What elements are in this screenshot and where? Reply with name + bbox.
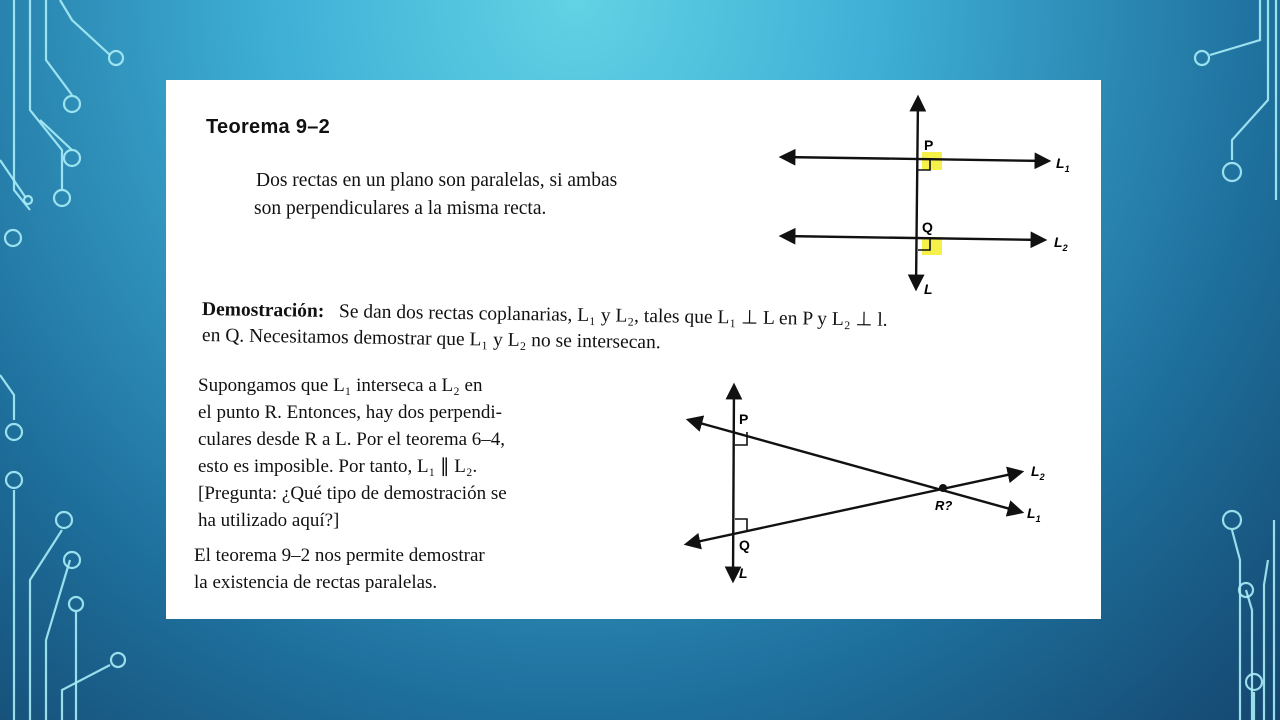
line-l2 [782,236,1044,240]
proof-line: esto es imposible. Por tanto, L₁ ∥ L₂. [198,456,478,477]
label-q: Q [922,219,933,235]
transversal-line-l [733,386,734,580]
line-l1 [689,420,1021,512]
line-l2 [687,472,1021,544]
point-r [939,484,947,492]
proof-intro-text: Se dan dos rectas coplanarias, L₁ y L₂, tales que L₁ ⊥ L en P y L₂ ⊥ l. [338,301,888,331]
theorem-statement-line-1: Dos rectas en un plano son paralelas, si ambas [256,170,618,191]
figure-parallel-lines [776,90,1096,300]
label-l: L [739,565,748,581]
proof-line: culares desde R a L. Por el teorema 6–4, [198,429,506,450]
label-l: L [924,281,933,297]
textbook-scan [166,80,1101,619]
proof-label: Demostración: [201,299,325,322]
label-r: R? [935,498,953,513]
proof-paragraph [198,372,507,534]
proof-intro-line-2: en Q. Necesitamos demostrar que L₁ y L₂ no se intersecan. [201,325,661,354]
right-angle-mark-q [735,519,747,532]
theorem-statement-line-2: son perpendiculares a la misma recta. [254,198,547,219]
proof-line: Supongamos que L₁ interseca a L₂ en [198,375,483,396]
label-l2: $L_2$ [1054,234,1068,253]
closing-line: la existencia de rectas paralelas. [194,572,438,593]
transversal-line-l [916,98,918,288]
figure-intersecting-lines [681,380,1081,590]
label-l2: $L_2$ [1031,463,1045,482]
label-p: P [739,411,749,427]
theorem-title: Teorema 9–2 [206,116,331,138]
right-angle-highlight-p [922,152,942,170]
label-l1: $L_1$ [1056,155,1070,174]
closing-line: El teorema 9–2 nos permite demostrar [194,545,485,566]
proof-line: el punto R. Entonces, hay dos perpendi- [198,402,502,423]
proof-line: ha utilizado aquí?] [198,510,340,531]
closing-paragraph [194,542,485,596]
proof-line: [Pregunta: ¿Qué tipo de demostración se [198,483,507,504]
label-q: Q [739,537,750,553]
label-p: P [924,137,934,153]
circuit-decoration-right [1140,0,1280,720]
right-angle-highlight-q [922,237,942,255]
circuit-decoration-left [0,0,140,720]
line-l1 [782,157,1048,161]
label-l1: $L_1$ [1027,505,1041,524]
